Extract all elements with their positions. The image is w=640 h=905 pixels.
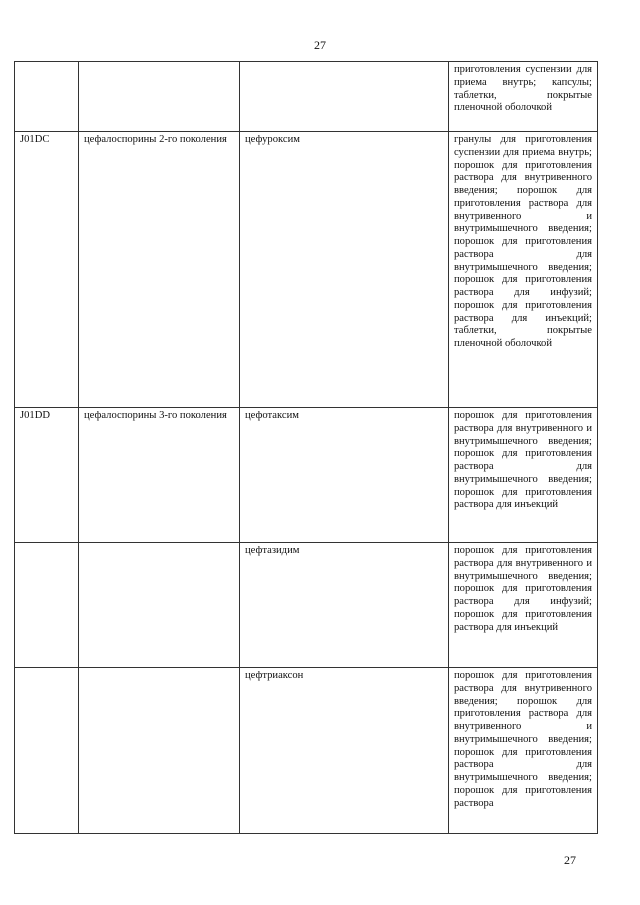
- drug-name-cell: цефуроксим: [240, 132, 449, 408]
- table-row: [15, 408, 598, 543]
- atc-code-cell: [15, 543, 79, 668]
- dosage-form-cell: приготовления суспензии для приема внутрь; капсулы; таблетки, покрытые пленочной оболочкой: [449, 62, 598, 132]
- dosage-form-cell: гранулы для приготовления суспензии для приема внутрь; порошок для приготовления раствора для внутривенного введения; порошок для приготовления раствора для внутривенного и внутримышечного введения; порошок для приготовления раствора для внутримышечного введения; порошок для приготовления раствора для инфузий; порошок для приготовления раствора для инъекций; таблетки, покрытые пленочной оболочкой: [449, 132, 598, 408]
- drug-group-cell: [79, 668, 240, 834]
- drug-name-cell: цефтриаксон: [240, 668, 449, 834]
- drug-group-cell: [79, 543, 240, 668]
- drug-group-cell: [79, 62, 240, 132]
- dosage-form-cell: порошок для приготовления раствора для внутривенного и внутримышечного введения; порошок для приготовления раствора для внутримышечного введения; порошок для приготовления раствора для инъекций: [449, 408, 598, 543]
- atc-code-cell: J01DC: [15, 132, 79, 408]
- table-row: [15, 62, 598, 132]
- page-number-top: 27: [314, 38, 326, 52]
- atc-code-cell: [15, 668, 79, 834]
- atc-code-cell: [15, 62, 79, 132]
- dosage-form-cell: порошок для приготовления раствора для внутривенного и внутримышечного введения; порошок для приготовления раствора для инфузий; порошок для приготовления раствора для инъекций: [449, 543, 598, 668]
- drug-name-cell: цефотаксим: [240, 408, 449, 543]
- drug-group-cell: цефалоспорины 3-го поколения: [79, 408, 240, 543]
- drug-group-cell: цефалоспорины 2-го поколения: [79, 132, 240, 408]
- page-number-bottom: 27: [564, 853, 576, 867]
- atc-code-cell: J01DD: [15, 408, 79, 543]
- drug-name-cell: цефтазидим: [240, 543, 449, 668]
- table-row: [15, 132, 598, 408]
- table-row: [15, 668, 598, 834]
- drug-name-cell: [240, 62, 449, 132]
- table-row: [15, 543, 598, 668]
- dosage-form-cell: порошок для приготовления раствора для внутривенного введения; порошок для приготовления раствора для внутривенного и внутримышечного введения; порошок для приготовления раствора для внутримышечного введения; порошок для приготовления раствора: [449, 668, 598, 834]
- drug-table: [14, 61, 598, 834]
